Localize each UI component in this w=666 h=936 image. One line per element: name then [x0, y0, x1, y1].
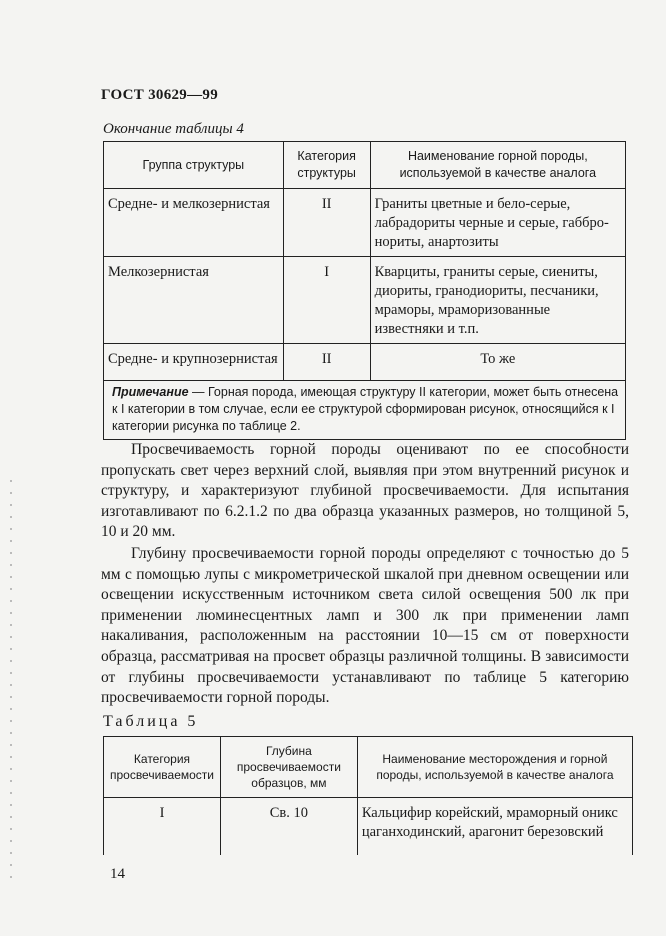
table4-col-category: Категория структуры	[283, 142, 370, 189]
page-number: 14	[110, 866, 125, 882]
table-row	[104, 344, 626, 381]
table4-cell-name: Кварциты, граниты серые, сиениты, диориты, гранодиориты, песчаники, мраморы, мраморизованные известняки и т.п.	[370, 257, 625, 344]
table4-cell-name: То же	[370, 344, 625, 381]
table4-caption: Окончание таблицы 4	[103, 121, 244, 137]
table5	[103, 736, 633, 855]
table5-col-category: Категория просвечиваемости	[104, 737, 221, 798]
table-row	[104, 798, 633, 856]
table5-header-row	[104, 737, 633, 798]
document-id: ГОСТ 30629—99	[101, 87, 219, 103]
table5-caption: Таблица 5	[103, 713, 199, 730]
table4-cell-name: Граниты цветные и бело-серые, лабрадориты черные и серые, габбро-нориты, анартозиты	[370, 189, 625, 257]
note-text: — Горная порода, имеющая структуру II категории, может быть отнесена к I категории в том случае, если ее структурой сформирован рисунок, относящийся к I категории рисунка по таблице 2.	[112, 385, 619, 433]
table4-col-group: Группа структуры	[104, 142, 284, 189]
table5-cell-name: Кальцифир корейский, мраморный оникс цаганходинский, арагонит березовский	[357, 798, 632, 856]
table5-col-depth: Глубина просвечиваемости образцов, мм	[220, 737, 357, 798]
table4-cell-group: Средне- и крупнозернистая	[104, 344, 284, 381]
table4	[103, 141, 626, 440]
table-row	[104, 189, 626, 257]
table4-col-name: Наименование горной породы, используемой в качестве аналога	[370, 142, 625, 189]
paragraph: Глубину просвечиваемости горной породы определяют с точностью до 5 мм с помощью лупы с микрометрической шкалой при дневном освещении или освещении искусственным источником света силой освещения 500 лк при применении люминесцентных ламп и 300 лк при применении ламп накаливания, расположенным на расстоянии 10—15 см от поверхности образца, рассматривая на просвет образцы различной толщины. В зависимости от глубины просвечиваемости устанавливают по таблице 5 категорию просвечиваемости горной породы.	[101, 545, 629, 707]
table4-cell-group: Мелкозернистая	[104, 257, 284, 344]
paragraph: Просвечиваемость горной породы оценивают по ее способности пропускать свет через верхний слой, выявляя при этом внутренний рисунок и структуру, и характеризуют глубиной просвечиваемости. Для испытания изготавливают по 6.2.1.2 по два образца указанных размеров, но толщиной 5, 10 и 20 мм.	[101, 441, 629, 541]
table5-cell-category: I	[104, 798, 221, 856]
table4-note-row	[104, 381, 626, 440]
table4-cell-group: Средне- и мелкозернистая	[104, 189, 284, 257]
table4-header-row	[104, 142, 626, 189]
scan-margin-artifact	[10, 480, 12, 880]
table-row	[104, 257, 626, 344]
table4-cell-category: II	[283, 344, 370, 381]
table4-cell-category: II	[283, 189, 370, 257]
table4-note	[104, 381, 626, 440]
table5-col-name: Наименование месторождения и горной породы, используемой в качестве аналога	[357, 737, 632, 798]
note-label: Примечание	[112, 385, 189, 399]
table4-cell-category: I	[283, 257, 370, 344]
table5-cell-depth: Св. 10	[220, 798, 357, 856]
